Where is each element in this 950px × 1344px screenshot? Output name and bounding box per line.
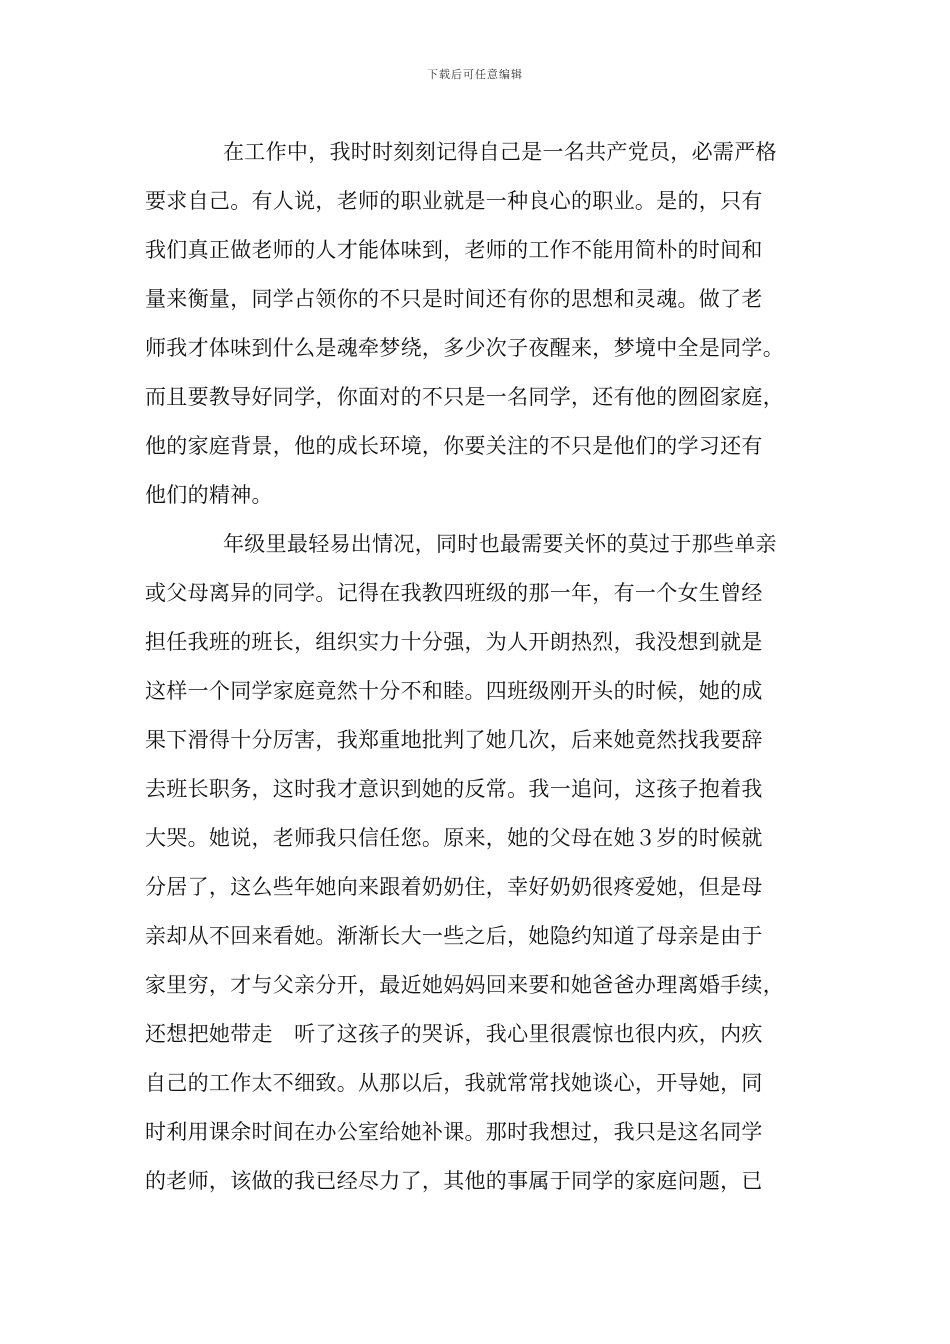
page-header: 下载后可任意编辑 bbox=[427, 68, 523, 81]
text-line: 他的家庭背景，他的成长环境，你要关注的不只是他们的学习还有 bbox=[145, 434, 763, 458]
paragraph-2 bbox=[145, 520, 805, 1206]
text-line: 大哭。她说，老师我只信任您。原来，她的父母在她３岁的时候就 bbox=[145, 826, 763, 850]
text-line: 年级里最轻易出情况，同时也最需要关怀的莫过于那些单亲 bbox=[223, 532, 777, 556]
text-line: 在工作中，我时时刻刻记得自己是一名共产党员，必需严格 bbox=[223, 140, 777, 164]
text-line: 自己的工作太不细致。从那以后，我就常常找她谈心，开导她，同 bbox=[145, 1071, 763, 1095]
text-line: 家里穷，才与父亲分开，最近她妈妈回来要和她爸爸办理离婚手续， bbox=[145, 973, 784, 997]
text-line: 或父母离异的同学。记得在我教四班级的那一年，有一个女生曾经 bbox=[145, 581, 763, 605]
text-line: 要求自己。有人说，老师的职业就是一种良心的职业。是的，只有 bbox=[145, 189, 763, 213]
text-line: 还想把她带走 听了这孩子的哭诉，我心里很震惊也很内疚，内疚 bbox=[145, 1022, 763, 1046]
text-line: 的老师，该做的我已经尽力了，其他的事属于同学的家庭问题，已 bbox=[145, 1169, 763, 1193]
text-line: 我们真正做老师的人才能体味到，老师的工作不能用简朴的时间和 bbox=[145, 238, 763, 262]
text-line: 量来衡量，同学占领你的不只是时间还有你的思想和灵魂。做了老 bbox=[145, 287, 763, 311]
text-line: 分居了，这么些年她向来跟着奶奶住，幸好奶奶很疼爱她，但是母 bbox=[145, 875, 763, 899]
text-line: 而且要教导好同学，你面对的不只是一名同学，还有他的囫囵家庭， bbox=[145, 385, 784, 409]
text-line: 果下滑得十分厉害，我郑重地批判了她几次，后来她竟然找我要辞 bbox=[145, 728, 763, 752]
text-line: 亲却从不回来看她。渐渐长大一些之后，她隐约知道了母亲是由于 bbox=[145, 924, 763, 948]
text-line: 师我才体味到什么是魂牵梦绕，多少次子夜醒来，梦境中全是同学。 bbox=[145, 336, 784, 360]
text-line: 时利用课余时间在办公室给她补课。那时我想过，我只是这名同学 bbox=[145, 1120, 763, 1144]
text-line: 这样一个同学家庭竟然十分不和睦。四班级刚开头的时候，她的成 bbox=[145, 679, 763, 703]
text-line: 担任我班的班长，组织实力十分强，为人开朗热烈，我没想到就是 bbox=[145, 630, 763, 654]
paragraph-1 bbox=[145, 128, 805, 520]
text-line: 去班长职务，这时我才意识到她的反常。我一追问，这孩子抱着我 bbox=[145, 777, 763, 801]
document-body bbox=[145, 128, 805, 1206]
text-line: 他们的精神。 bbox=[145, 483, 273, 507]
